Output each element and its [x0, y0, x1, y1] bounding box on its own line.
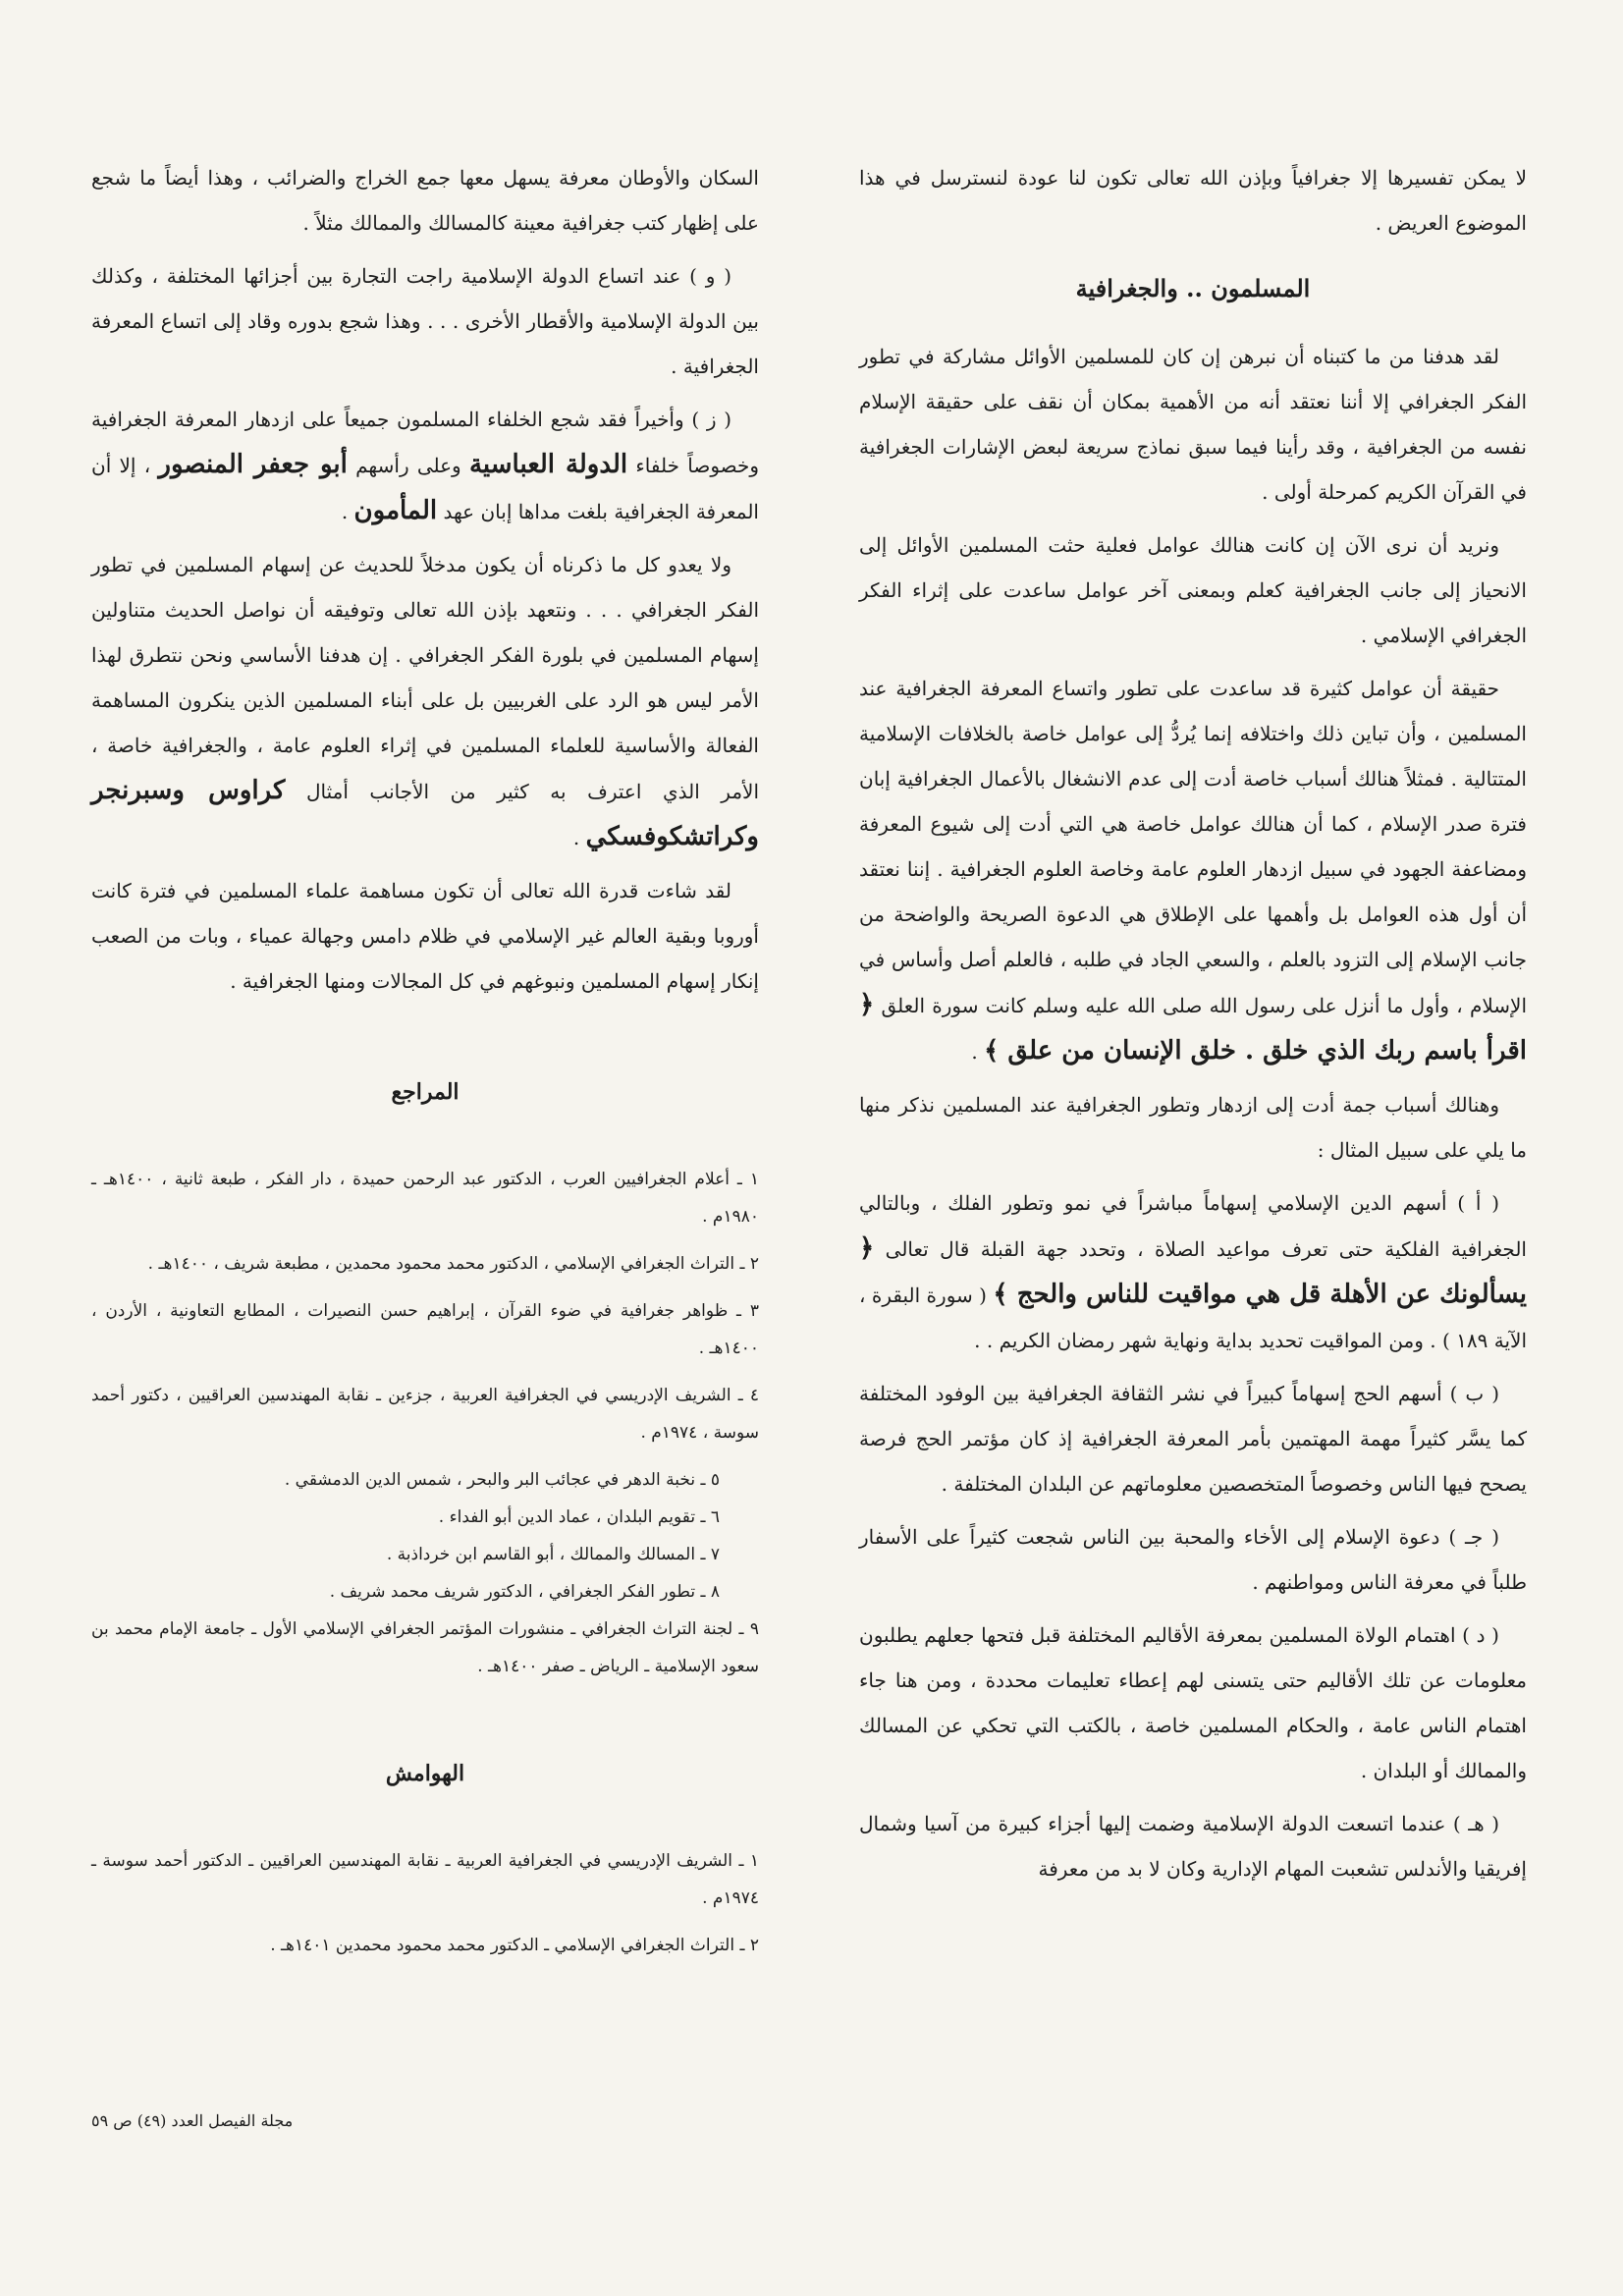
bold-term: أبو جعفر المنصور: [158, 450, 348, 479]
reference-item: ٥ ـ نخبة الدهر في عجائب البر والبحر ، شمس الدين الدمشقي .: [284, 1470, 720, 1490]
paragraph: [91, 542, 759, 860]
references-list: [91, 1161, 759, 1685]
reference-item: ٦ ـ تقويم البلدان ، عماد الدين أبو الفداء .: [438, 1507, 720, 1527]
bold-term: كراوس وسبرنجر وكراتشكوفسكي: [91, 776, 759, 851]
reference-item: ٧ ـ المسالك والممالك ، أبو القاسم ابن خرداذبة .: [386, 1545, 720, 1564]
paragraph: [859, 1180, 1527, 1363]
page-footer: مجلة الفيصل العدد (٤٩) ص ٥٩: [91, 2111, 294, 2130]
paragraph-text: وعلى رأسهم: [355, 454, 461, 477]
reference-item: ٨ ـ تطور الفكر الجغرافي ، الدكتور شريف محمد شريف .: [329, 1582, 720, 1602]
left-column: [91, 155, 759, 1974]
paragraph: ( جـ ) دعوة الإسلام إلى الأخاء والمحبة بين الناس شجعت كثيراً على الأسفار طلباً في معرفة الناس ومواطنهم .: [859, 1525, 1527, 1594]
bold-term: المأمون: [353, 496, 438, 525]
paragraph: لقد شاءت قدرة الله تعالى أن تكون مساهمة علماء المسلمين في فترة كانت أوروبا وبقية العالم غير الإسلامي في ظلام دامس وجهالة عمياء ، وبات من الصعب إنكار إسهام المسلمين ونبوغهم في كل المجالات ومنها الجغرافية .: [91, 879, 759, 993]
intro-paragraph: لا يمكن تفسيرها إلا جغرافياً وبإذن الله تعالى تكون لنا عودة لنسترسل في هذا الموضوع العريض .: [859, 166, 1527, 235]
reference-item: ٣ ـ ظواهر جغرافية في ضوء القرآن ، إبراهيم حسن النصيرات ، المطابع التعاونية ، الأردن ، ١٤٠٠هـ .: [91, 1301, 759, 1358]
footnote-item: ١ ـ الشريف الإدريسي في الجغرافية العربية ـ نقابة المهندسين العراقيين ـ الدكتور أحمد سوسة ـ ١٩٧٤م .: [91, 1851, 759, 1908]
reference-item: ٤ ـ الشريف الإدريسي في الجغرافية العربية ، جزءين ـ نقابة المهندسين العراقيين ، دكتور أحمد سوسة ، ١٩٧٤م .: [91, 1386, 759, 1443]
paragraph: [859, 666, 1527, 1074]
paragraph-text: حقيقة أن عوامل كثيرة قد ساعدت على تطور واتساع المعرفة الجغرافية عند المسلمين ، وأن تباين ذلك واختلافه إنما يُردُّ إلى عوامل خاصة بالخلافات الإسلامية المتتالية . فمثلاً هنالك أسباب خاصة أدت إلى عدم الانشغال بالأعمال الجغرافية إبان فترة صدر الإسلام ، كما أن هنالك عوامل خاصة هي التي أدت إلى شيوع المعرفة ومضاعفة الجهود في سبيل ازدهار العلوم عامة وخاصة العلوم الجغرافية . إننا نعتقد أن أول هذه العوامل بل وأهمها على الإطلاق هي الدعوة الصريحة والواضحة من جانب الإسلام إلى التزود بالعلم ، والسعي الجاد في طلبه ، فالعلم أصل وأساس في الإسلام ، وأول ما أنزل على رسول الله صلى الله عليه وسلم كانت سورة العلق: [859, 677, 1528, 1017]
section-heading: المسلمون .. والجغرافية: [1075, 274, 1311, 302]
paragraph: وهنالك أسباب جمة أدت إلى ازدهار وتطور الجغرافية عند المسلمين نذكر منها ما يلي على سبيل المثال :: [859, 1093, 1527, 1162]
reference-item: ١ ـ أعلام الجغرافيين العرب ، الدكتور عبد الرحمن حميدة ، دار الفكر ، طبعة ثانية ، ١٤٠٠هـ ـ ١٩٨٠م .: [91, 1170, 759, 1227]
paragraph-text: ( ز ) وأخيراً فقد شجع الخلفاء المسلمون جميعاً على ازدهار المعرفة الجغرافية وخصوصاً خلفاء: [91, 408, 760, 477]
paragraph-text: ولا يعدو كل ما ذكرناه أن يكون مدخلاً للحديث عن إسهام المسلمين في تطور الفكر الجغرافي . . . ونتعهد بإذن الله تعالى وتوفيقه أن نواصل الحديث متناولين إسهام المسلمين في بلورة الفكر الجغرافي . إن هدفنا الأساسي ونحن نتطرق لهذا الأمر ليس هو الرد على الغربيين بل على أبناء المسلمين الذين ينكرون المساهمة الفعالة والأساسية للعلماء المسلمين في إثراء العلوم عامة ، والجغرافية خاصة ، الأمر الذي اعترف به كثير من الأجانب أمثال: [91, 553, 760, 803]
paragraph: ( د ) اهتمام الولاة المسلمين بمعرفة الأقاليم المختلفة قبل فتحها جعلهم يطلبون معلومات عن تلك الأقاليم حتى يتسنى لهم إعطاء تعليمات محددة ، ومن هنا جاء اهتمام الناس عامة ، والحكام المسلمين خاصة ، بالكتب التي تحكي عن المسالك والممالك أو البلدان .: [859, 1623, 1527, 1782]
quran-quote: ﴿ اقرأ باسم ربك الذي خلق . خلق الإنسان من علق ﴾: [859, 990, 1527, 1066]
paragraph: ( ب ) أسهم الحج إسهاماً كبيراً في نشر الثقافة الجغرافية بين الوفود المختلفة كما يسَّر كثيراً مهمة المهتمين بأمر المعرفة الجغرافية إذ كان مؤتمر الحج فرصة يصحح فيها الناس وخصوصاً المتخصصين معلوماتهم عن البلدان المختلفة .: [859, 1382, 1527, 1496]
paragraph: السكان والأوطان معرفة يسهل معها جمع الخراج والضرائب ، وهذا أيضاً ما شجع على إظهار كتب جغرافية معينة كالمسالك والممالك مثلاً .: [91, 166, 759, 235]
paragraph: ( و ) عند اتساع الدولة الإسلامية راجت التجارة بين أجزائها المختلفة ، وكذلك بين الدولة الإسلامية والأقطار الأخرى . . . وهذا شجع بدوره وقاد إلى اتساع المعرفة الجغرافية .: [91, 264, 759, 378]
paragraph-text: .: [341, 500, 354, 523]
right-column: [859, 155, 1527, 1899]
reference-item: ٢ ـ التراث الجغرافي الإسلامي ، الدكتور محمد محمود محمدين ، مطبعة شريف ، ١٤٠٠هـ .: [147, 1254, 759, 1274]
paragraph: ( هـ ) عندما اتسعت الدولة الإسلامية وضمت إليها أجزاء كبيرة من آسيا وشمال إفريقيا والأندلس تشعبت المهام الإدارية وكان لا بد من معرفة: [859, 1812, 1527, 1881]
paragraph-text: .: [971, 1040, 985, 1064]
footnote-item: ٢ ـ التراث الجغرافي الإسلامي ـ الدكتور محمد محمود محمدين ١٤٠١هـ .: [270, 1936, 759, 1955]
references-heading: المراجع: [391, 1079, 460, 1105]
reference-item: ٩ ـ لجنة التراث الجغرافي ـ منشورات المؤتمر الجغرافي الإسلامي الأول ـ جامعة الإمام محمد بن سعود الإسلامية ـ الرياض ـ صفر ١٤٠٠هـ .: [91, 1619, 759, 1676]
bold-term: الدولة العباسية: [468, 450, 628, 479]
paragraph-text: .: [572, 826, 586, 849]
quran-quote: ﴿ يسألونك عن الأهلة قل هي مواقيت للناس والحج ﴾: [859, 1233, 1528, 1309]
paragraph-text: ( سورة البقرة ، الآية ١٨٩ ) . ومن المواقيت تحديد بداية ونهاية شهر رمضان الكريم . .: [859, 1284, 1527, 1352]
footnotes-heading: الهوامش: [385, 1761, 465, 1786]
paragraph-text: ، إلا أن المعرفة الجغرافية بلغت مداها إبان عهد: [91, 454, 759, 523]
paragraph: ونريد أن نرى الآن إن كانت هنالك عوامل فعلية حثت المسلمين الأوائل إلى الانحياز إلى جانب الجغرافية كعلم وبمعنى آخر عوامل ساعدت على إثراء الفكر الجغرافي الإسلامي .: [859, 533, 1527, 647]
paragraph: [91, 397, 759, 534]
paragraph-text: ( أ ) أسهم الدين الإسلامي إسهاماً مباشراً في نمو وتطور الفلك ، وبالتالي الجغرافية الفلكية حتى تعرف مواعيد الصلاة ، وتحدد جهة القبلة قال تعالى: [859, 1191, 1527, 1261]
footnotes-list: [91, 1842, 759, 1964]
paragraph: لقد هدفنا من ما كتبناه أن نبرهن إن كان للمسلمين الأوائل مشاركة في تطور الفكر الجغرافي إلا أننا نعتقد أنه من الأهمية بمكان أن نقف على حقيقة الإسلام نفسه من الجغرافية ، وقد رأينا فيما سبق نماذج سريعة لبعض الإشارات الجغرافية في القرآن الكريم كمرحلة أولى .: [859, 345, 1527, 504]
